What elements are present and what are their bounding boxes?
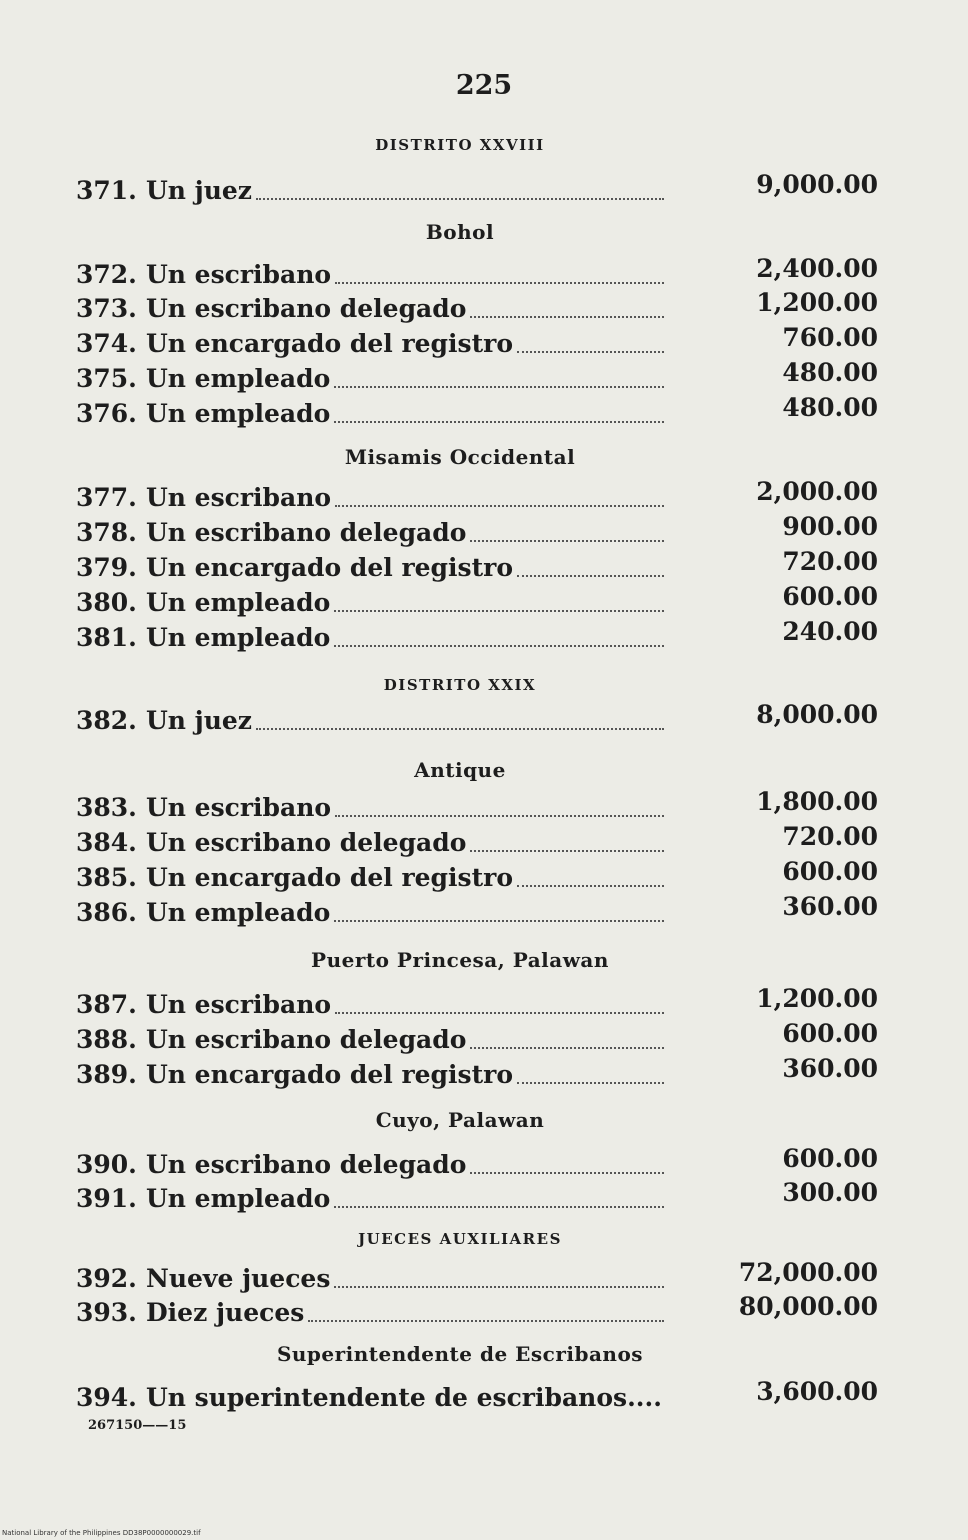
entry-amount: 1,800.00 [756,787,878,816]
entry-row [76,787,880,829]
entry-amount: 72,000.00 [738,1258,878,1287]
entry-row [76,1292,880,1334]
entry-row [76,393,880,435]
entry-amount: 1,200.00 [756,984,878,1013]
entry-label: Un escribano [146,793,332,822]
dot-leader [308,1320,664,1322]
section-heading: Puerto Princesa, Palawan [311,948,609,972]
entry-label: Un escribano delegado [146,828,467,857]
entry-amount: 480.00 [782,358,878,387]
entry-amount: 3,600.00 [756,1377,878,1406]
entry-label: Un juez [146,706,253,735]
entry-row [76,1054,880,1096]
entry-row [76,617,880,659]
entry-amount: 240.00 [782,617,878,646]
entry-amount: 8,000.00 [756,700,878,729]
entry-amount: 760.00 [782,323,878,352]
entry-amount: 600.00 [782,582,878,611]
entry-number: 391. [76,1184,137,1213]
section-heading: Cuyo, Palawan [375,1108,545,1132]
dot-leader [334,645,664,647]
section-heading: Antique [414,758,506,782]
entry-number: 372. [76,260,137,289]
dot-leader [335,282,664,284]
entry-label: Un escribano delegado [146,294,467,323]
dot-leader [256,728,664,730]
entry-number: 394. [76,1383,137,1412]
entry-amount: 9,000.00 [756,170,878,199]
entry-number: 390. [76,1150,137,1179]
library-stamp: National Library of the Philippines DD38P0000000029.tif [2,1529,201,1537]
entry-row [76,288,880,330]
entry-label: Un escribano [146,260,332,289]
entry-number: 384. [76,828,137,857]
entry-number: 388. [76,1025,137,1054]
section-heading: JUECES AUXILIARES [358,1230,562,1248]
entry-number: 389. [76,1060,137,1089]
dot-leader [256,198,664,200]
entry-label: Diez jueces [146,1298,305,1327]
entry-amount: 900.00 [782,512,878,541]
entry-row [76,1377,880,1419]
section-heading: Superintendente de Escribanos [276,1342,644,1366]
section-heading: Misamis Occidental [344,445,576,469]
entry-label: Un empleado [146,588,331,617]
dot-leader [334,1286,664,1288]
entry-number: 381. [76,623,137,652]
entry-number: 371. [76,176,137,205]
entry-label: Un superintendente de escribanos.... [146,1383,662,1412]
entry-amount: 720.00 [782,822,878,851]
dot-leader [335,505,664,507]
dot-leader [335,1012,664,1014]
entry-label: Un encargado del registro [146,329,514,358]
entry-row [76,170,880,212]
entry-amount: 1,200.00 [756,288,878,317]
entry-number: 376. [76,399,137,428]
entry-label: Un escribano delegado [146,518,467,547]
entry-amount: 2,400.00 [756,254,878,283]
entry-label: Un escribano delegado [146,1150,467,1179]
dot-leader [334,610,664,612]
entry-row [76,547,880,589]
entry-label: Un empleado [146,623,331,652]
entry-amount: 360.00 [782,1054,878,1083]
dot-leader [470,850,664,852]
dot-leader [470,1172,664,1174]
entry-label: Un empleado [146,1184,331,1213]
entry-row [76,1019,880,1061]
entry-number: 374. [76,329,137,358]
dot-leader [470,316,664,318]
dot-leader [517,575,664,577]
entry-label: Un encargado del registro [146,553,514,582]
entry-amount: 360.00 [782,892,878,921]
entry-label: Un empleado [146,399,331,428]
entry-row [76,892,880,934]
entry-row [76,323,880,365]
dot-leader [470,1047,664,1049]
entry-number: 382. [76,706,137,735]
dot-leader [470,540,664,542]
entry-row [76,477,880,519]
dot-leader [334,386,664,388]
entry-row [76,857,880,899]
dot-leader [334,920,664,922]
dot-leader [517,1082,664,1084]
entry-row [76,700,880,742]
entry-label: Un empleado [146,364,331,393]
dot-leader [334,421,664,423]
printer-code: 267150——15 [88,1418,187,1433]
entry-amount: 600.00 [782,857,878,886]
entry-label: Un juez [146,176,253,205]
entry-row [76,582,880,624]
entry-number: 393. [76,1298,137,1327]
entry-number: 380. [76,588,137,617]
entry-amount: 600.00 [782,1144,878,1173]
dot-leader [335,815,664,817]
entry-number: 373. [76,294,137,323]
entry-label: Un escribano [146,990,332,1019]
entry-number: 375. [76,364,137,393]
entry-label: Un encargado del registro [146,863,514,892]
entry-row [76,512,880,554]
entry-row [76,1144,880,1186]
entry-number: 378. [76,518,137,547]
entry-number: 386. [76,898,137,927]
dot-leader [334,1206,664,1208]
entry-number: 385. [76,863,137,892]
entry-row [76,822,880,864]
entry-number: 383. [76,793,137,822]
entry-label: Un escribano delegado [146,1025,467,1054]
entry-label: Un empleado [146,898,331,927]
entry-label: Un encargado del registro [146,1060,514,1089]
section-heading: Bohol [425,220,495,244]
entry-number: 377. [76,483,137,512]
entry-row [76,358,880,400]
dot-leader [517,351,664,353]
entry-number: 379. [76,553,137,582]
entry-row [76,1178,880,1220]
entry-row [76,984,880,1026]
entry-amount: 80,000.00 [738,1292,878,1321]
entry-label: Un escribano [146,483,332,512]
entry-amount: 480.00 [782,393,878,422]
entry-label: Nueve jueces [146,1264,331,1293]
section-heading: DISTRITO XXIX [383,676,537,694]
page-number: 225 [455,70,513,101]
entry-amount: 300.00 [782,1178,878,1207]
entry-number: 392. [76,1264,137,1293]
section-heading: DISTRITO XXVIII [375,136,545,154]
entry-number: 387. [76,990,137,1019]
dot-leader [517,885,664,887]
entry-amount: 720.00 [782,547,878,576]
entry-amount: 2,000.00 [756,477,878,506]
entry-amount: 600.00 [782,1019,878,1048]
